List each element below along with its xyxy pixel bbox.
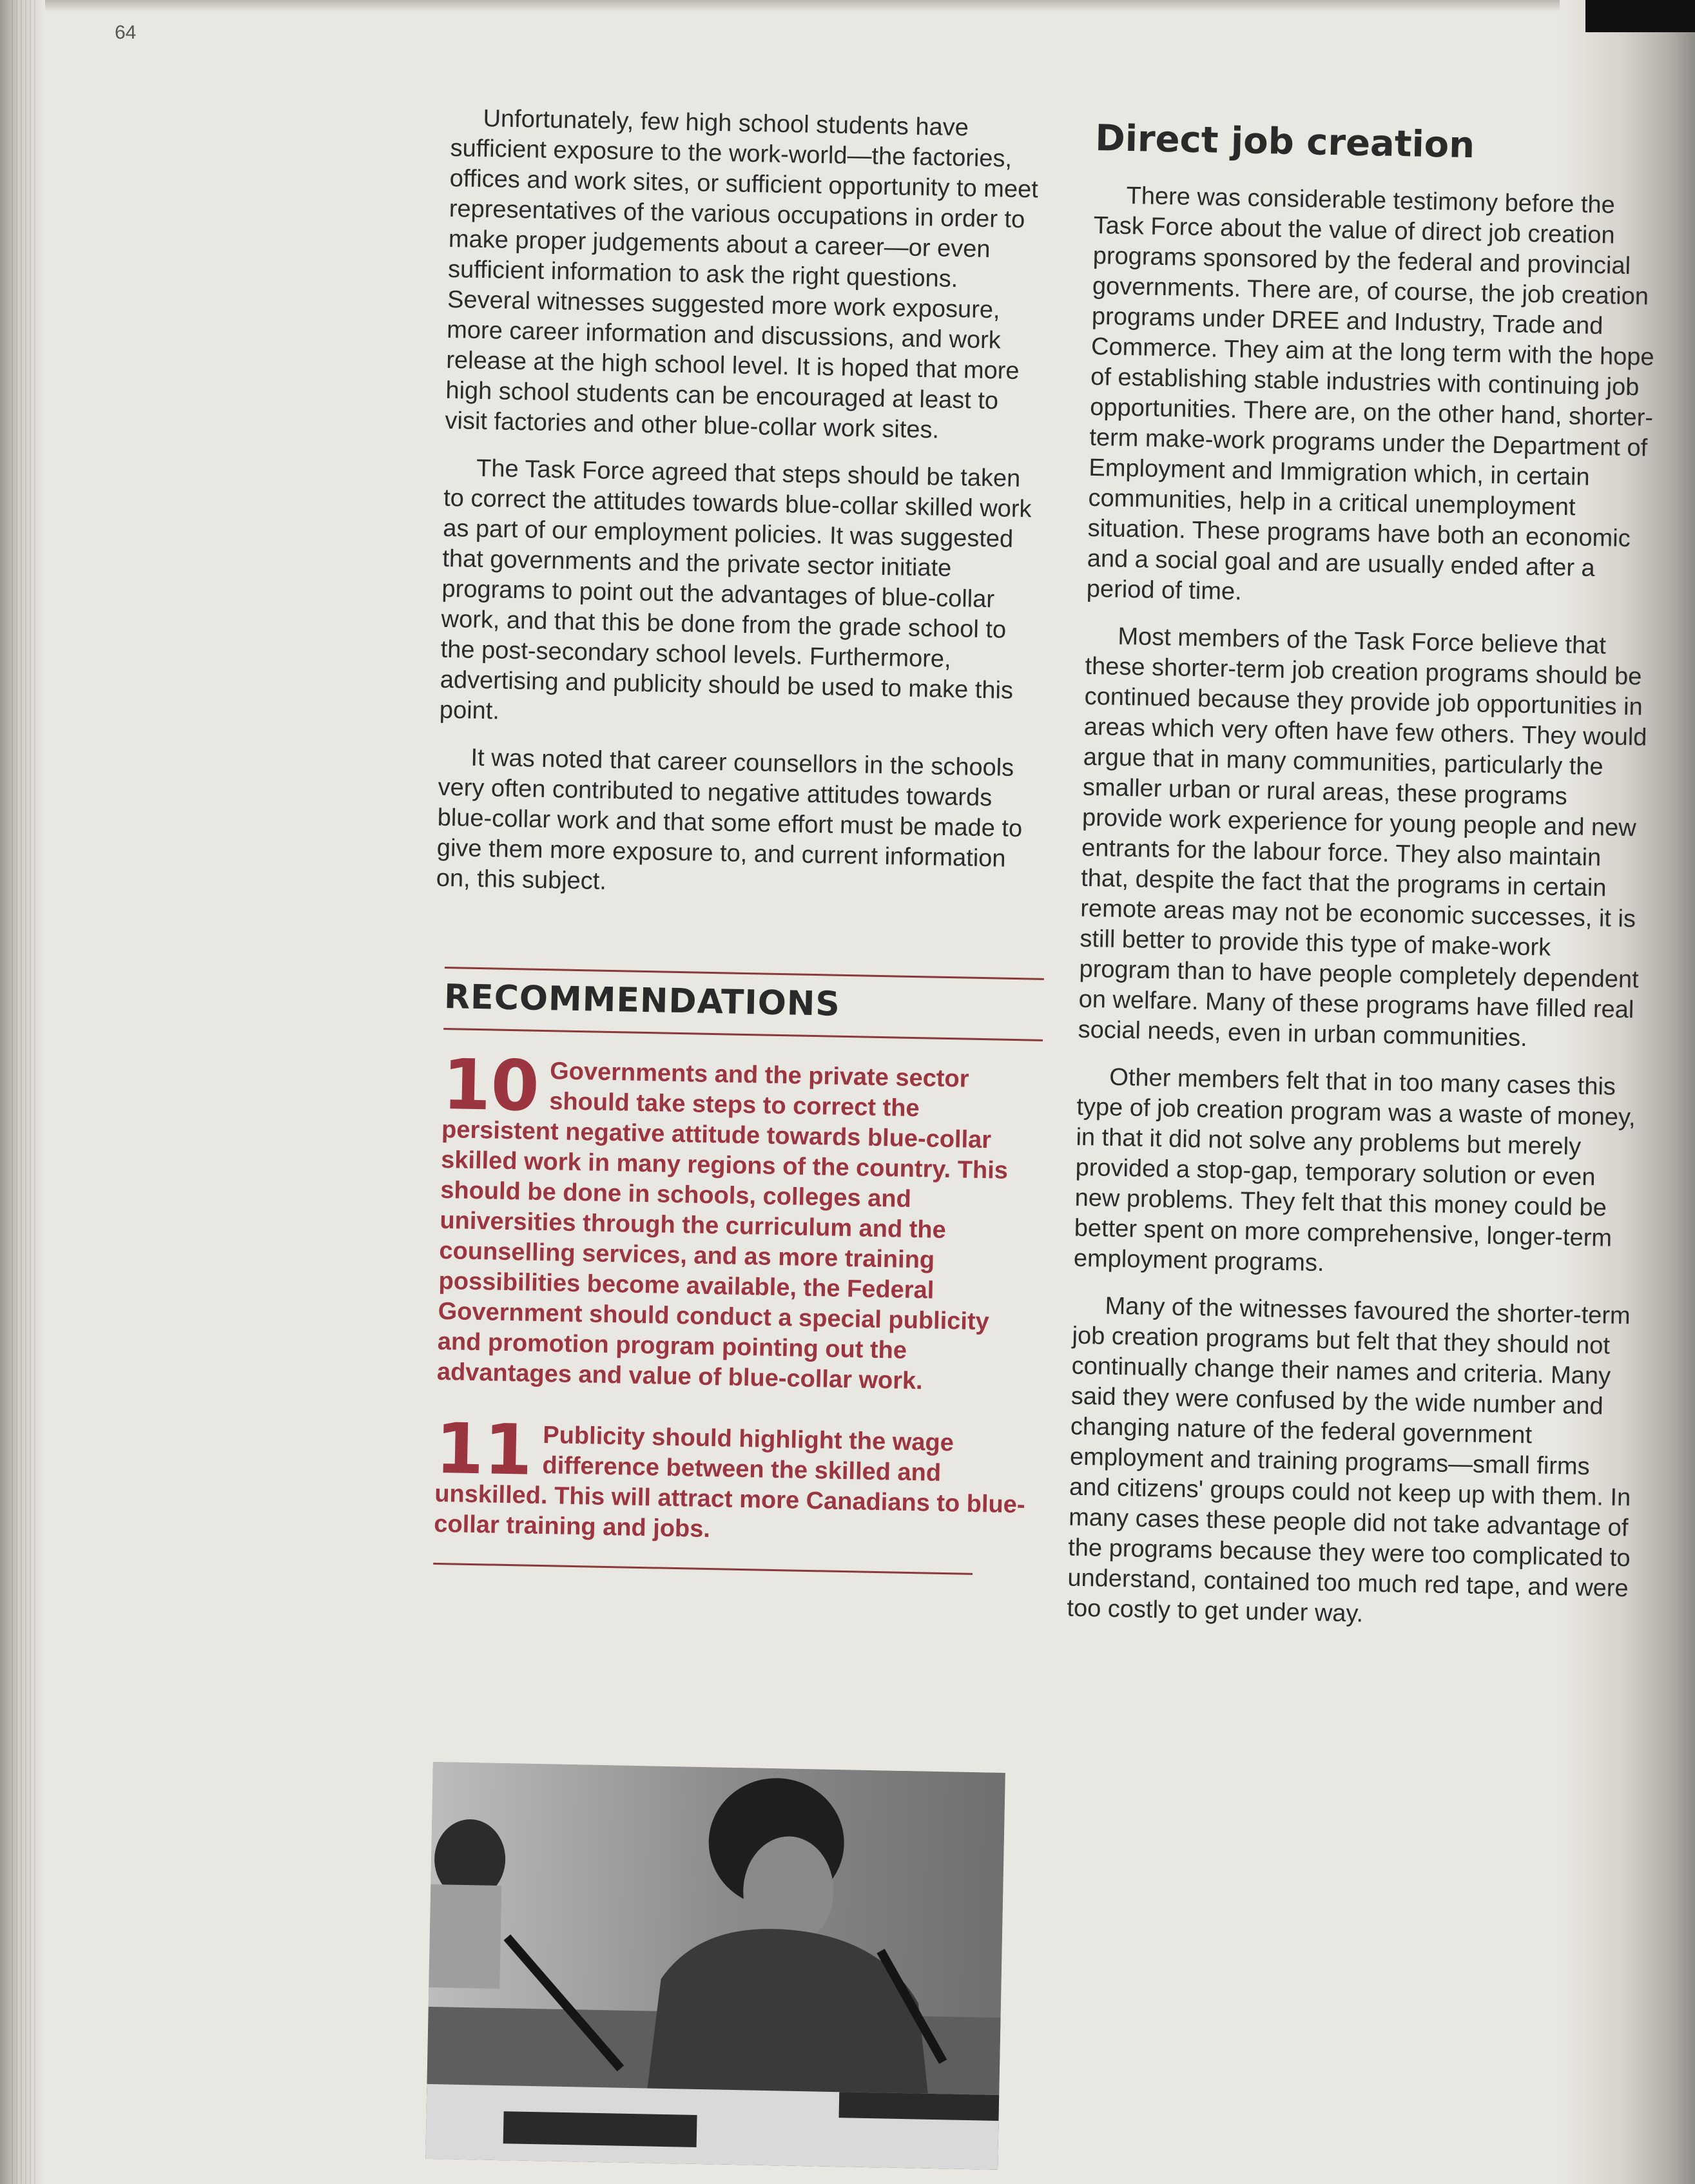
page-top-shade: [0, 0, 1695, 12]
recommendation-11: [433, 1408, 1035, 1551]
rule-top: [445, 967, 1044, 980]
page-number: 64: [115, 22, 137, 43]
recommendation-10: [436, 1044, 1042, 1399]
paragraph: Unfortunately, few high school students have sufficient exposure to the work-world—the factories, offices and work sites, or sufficient opportunity to meet representatives of the various occupations in order to make proper judgements about a career—or even sufficient information to ask the right questions. Several witnesses suggested more work exposure, more career information and discussions, and work release at the high school level. It is hoped that more high school students can be encouraged at least to visit factories and other blue-collar work sites.: [445, 104, 1039, 444]
paragraph: There was considerable testimony before the Task Force about the value of direct job creation programs sponsored by the federal and provincial governments. There are, of course, the job creation programs under DREE and Industry, Trade and Commerce. They aim at the long term with the hope of establishing stable industries with continuing job opportunities. There are, on the other hand, shorter-term make-work programs under the Department of Employment and Immigration which, in certain communities, help in a critical unemployment situation. These programs have both an economic and a social goal and are usually ended after a period of time.: [1086, 182, 1655, 606]
recommendations-box: [433, 967, 1044, 1576]
rule-under-title: [443, 1028, 1043, 1041]
recommendation-text: Governments and the private sector should take steps to correct the persistent negative attitude towards blue-collar skilled work in many regions of the country. This should be done in schools, colleges and universities through the curriculum and the counselling services, and as more training possibilities become available, the Federal Government should conduct a special publicity and promotion program pointing out the advantages and value of blue-collar work.: [436, 1058, 1009, 1395]
paragraph: Other members felt that in too many cases this type of job creation program was a waste of money, in that it did not solve any problems but merely provided a stop-gap, temporary solution or even new problems. They felt that this money could be better spent on more comprehensive, longer-term employment programs.: [1073, 1063, 1636, 1277]
photo-illustration: [425, 1762, 1005, 2170]
paragraph: Many of the witnesses favoured the shorter-term job creation programs but felt that they should not continually change their names and criteria. Many said they were confused by the wide number and changing nature of the federal government employment and training programs—small firms and citizens' groups could not keep up with them. In many cases these people did not take advantage of the programs because they were too complicated to understand, contained too much red tape, and were too costly to get under way.: [1067, 1292, 1631, 1628]
page-edges: [12, 0, 37, 2184]
section-heading: Direct job creation: [1094, 117, 1475, 167]
recommendations-title: RECOMMENDATIONS: [443, 977, 841, 1024]
hearing-photo: [425, 1762, 1005, 2170]
rule-bottom: [433, 1563, 973, 1575]
paragraph: The Task Force agreed that steps should be taken to correct the attitudes towards blue-collar skilled work as part of our employment policies. It was suggested that governments and the private sector initiate programs to point out the advantages of blue-collar work, and that this be done from the grade school to the post-secondary school levels. Furthermore, advertising and publicity should be used to make this point.: [439, 454, 1032, 725]
recommendation-number: 11: [434, 1408, 534, 1491]
scan-corner: [1585, 0, 1695, 32]
recommendation-number: 10: [441, 1044, 540, 1127]
right-column: [1067, 116, 1663, 1651]
paragraph: Most members of the Task Force believe that these shorter-term job creation programs should be continued because they provide job opportunities in areas which very often have few others. They would argue that in many communities, particularly the smaller urban or rural areas, these programs provide work experience for young people and new entrants for the labour force. They also maintain that, despite the fact that the programs in certain remote areas may not be economic successes, it is still better to provide this type of make-work program than to have people completely dependent on welfare. Many of these programs have filled real social needs, even in urban communities.: [1078, 623, 1647, 1052]
left-column: [436, 103, 1044, 922]
recommendation-text: Publicity should highlight the wage difference between the skilled and unskilled. This will attract more Canadians to blue-collar training and jobs.: [433, 1422, 1025, 1543]
paragraph: It was noted that career counsellors in the schools very often contributed to negative attitudes towards blue-collar work and that some effort must be made to give them more exposure to, and current information on, this subject.: [436, 744, 1023, 895]
